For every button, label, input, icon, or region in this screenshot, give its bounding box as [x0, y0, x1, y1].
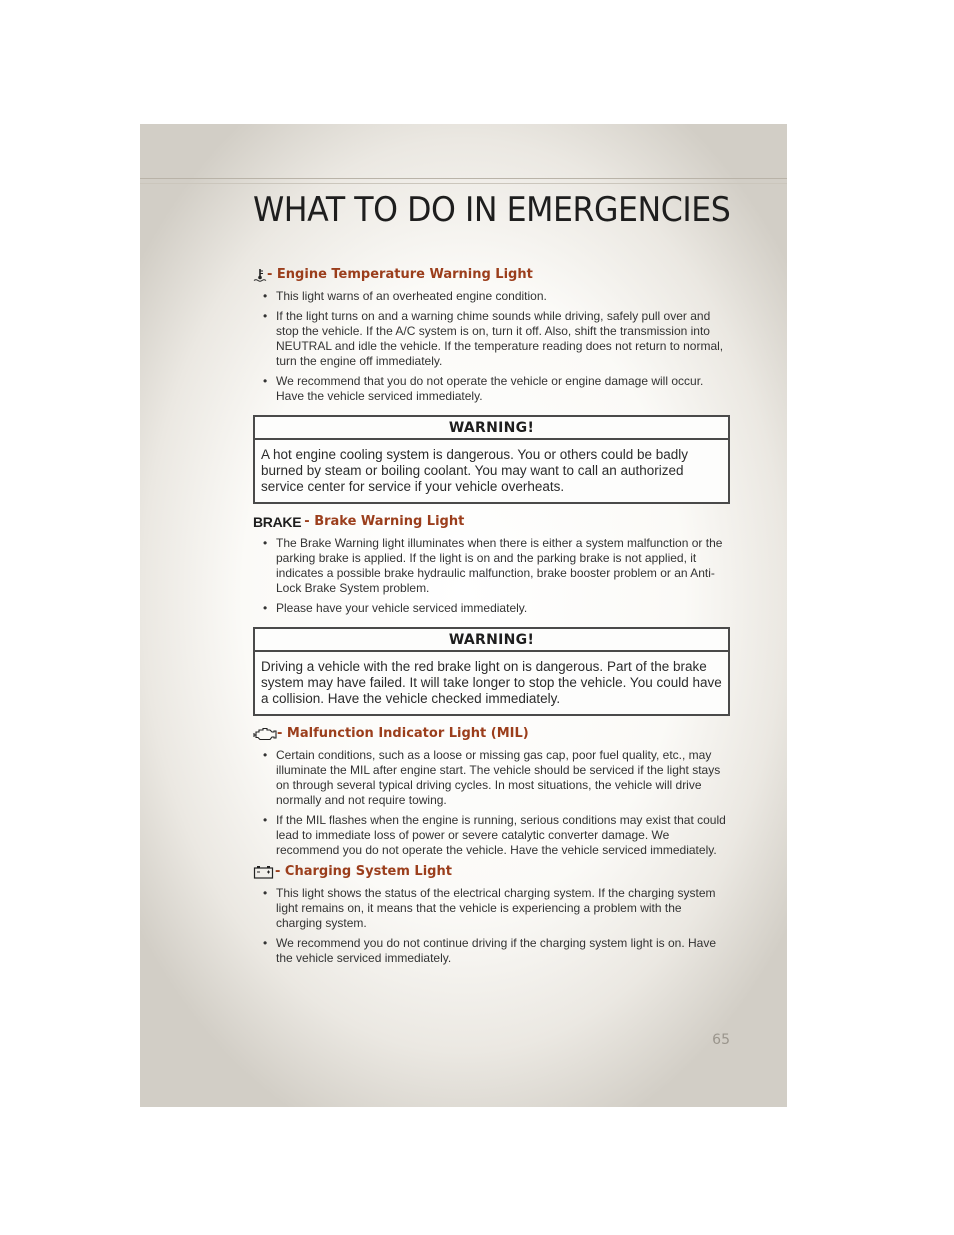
- charging-heading: - Charging System Light: [275, 864, 452, 879]
- warning-body: A hot engine cooling system is dangerous. You or others could be badly burned by steam or boiling coolant. You may want to call an authorized service center for service if your vehicle overheats.: [261, 447, 689, 494]
- bullet-list: [253, 289, 730, 404]
- bullet-list: [253, 886, 730, 966]
- warning-title: WARNING!: [255, 417, 728, 440]
- engine-outline-icon: [253, 727, 277, 741]
- list-item: • If the MIL flashes when the engine is running, serious conditions may exist that could lead to immediate loss of power or severe catalytic converter damage. We recommend you do not operate the vehicle. Have the vehicle serviced immediately.: [263, 813, 730, 858]
- list-item: • Certain conditions, such as a loose or missing gas cap, poor fuel quality, etc., may illuminate the MIL after engine start. The vehicle should be serviced if the light stays on through several typical driving cycles. In most situations, the vehicle will drive normally and not require towing.: [263, 748, 730, 808]
- engine-temperature-icon: [253, 268, 267, 282]
- list-item: • We recommend that you do not operate the vehicle or engine damage will occur. Have the vehicle serviced immediately.: [263, 374, 730, 404]
- section-heading: [253, 514, 730, 530]
- brake-heading: - Brake Warning Light: [304, 514, 465, 529]
- list-item: • The Brake Warning light illuminates when there is either a system malfunction or the parking brake is applied. If the light is on and the parking brake is not applied, it indicates a possible brake hydraulic malfunction, brake booster problem or an Anti-Lock Brake System problem.: [263, 536, 730, 596]
- list-item: • We recommend you do not continue driving if the charging system light is on. Have the vehicle serviced immediately.: [263, 936, 730, 966]
- battery-icon: [253, 865, 275, 879]
- bullet-list: [253, 748, 730, 858]
- header-rule-top: [140, 178, 787, 179]
- section-heading: [253, 864, 730, 880]
- list-item: • Please have your vehicle serviced immediately.: [263, 601, 730, 616]
- warning-title: WARNING!: [255, 629, 728, 652]
- header-rule-bottom: [140, 183, 787, 184]
- bullet-list: [253, 536, 730, 616]
- page-content: [253, 267, 730, 971]
- engine-temperature-heading: - Engine Temperature Warning Light: [267, 267, 533, 282]
- section-mil: [253, 726, 730, 858]
- mil-heading: - Malfunction Indicator Light (MIL): [277, 726, 529, 741]
- brake-indicator-label: BRAKE: [253, 514, 302, 530]
- list-item: • This light shows the status of the electrical charging system. If the charging system light remains on, it means that the vehicle is experiencing a problem with the charging system.: [263, 886, 730, 931]
- warning-box-brake: [253, 627, 730, 716]
- list-item: • This light warns of an overheated engine condition.: [263, 289, 730, 304]
- section-brake: [253, 514, 730, 616]
- warning-box-coolant: [253, 415, 730, 504]
- manual-page: [140, 124, 787, 1107]
- page-title: WHAT TO DO IN EMERGENCIES: [253, 190, 731, 230]
- section-heading: [253, 726, 730, 742]
- section-engine-temperature: [253, 267, 730, 404]
- warning-body: Driving a vehicle with the red brake light on is dangerous. Part of the brake system may have failed. It will take longer to stop the vehicle. You could have a collision. Have the vehicle checked immediately.: [261, 659, 722, 706]
- page-number: 65: [712, 1032, 730, 1048]
- list-item: • If the light turns on and a warning chime sounds while driving, safely pull over and stop the vehicle. If the A/C system is on, turn it off. Also, shift the transmission into NEUTRAL and idle the vehicle. If the temperature reading does not return to normal, turn the engine off immediately.: [263, 309, 730, 369]
- section-charging: [253, 864, 730, 966]
- section-heading: [253, 267, 730, 283]
